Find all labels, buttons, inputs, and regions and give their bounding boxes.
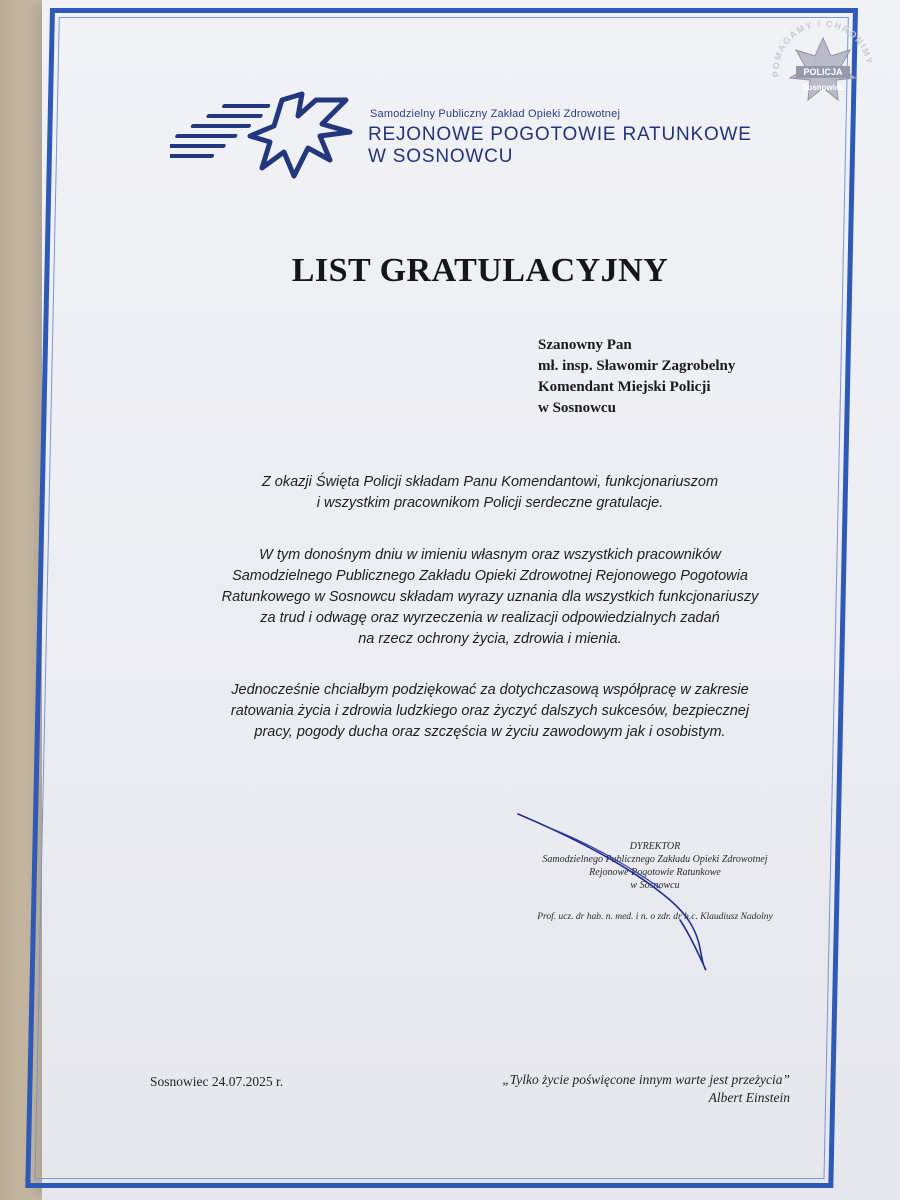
paragraph-line: i wszystkim pracownikom Policji serdeczne gratulacje. [316,495,664,511]
paragraph-line: za trud i odwagę oraz wyrzeczenia w realizacji odpowiedzialnych zadań [260,610,720,626]
addressee-line: Szanowny Pan [538,337,632,353]
badge-city: Sosnowiec [802,83,844,92]
badge-label: POLICJA [803,67,843,77]
police-badge-logo [758,18,888,118]
paragraph-line: na rzecz ochrony życia, zdrowia i mienia. [358,631,622,647]
signatory-line: Samodzielnego Publicznego Zakładu Opieki Zdrowotnej [542,854,768,865]
addressee-line: Komendant Miejski Policji [538,379,711,395]
closing-quote [440,1071,790,1107]
org-name-line: REJONOWE POGOTOWIE RATUNKOWE [368,124,752,145]
badge-arc-text: POMAGAMY I CHRONIMY [770,18,875,78]
paragraph-3 [150,680,830,743]
letter-date: Sosnowiec 24.07.2025 r. [150,1074,284,1089]
paragraph-2 [150,545,830,650]
paragraph-line: Jednocześnie chciałbym podziękować za dotychczasową współpracę w zakresie [231,682,749,698]
org-name [368,124,752,168]
paragraph-line: Samodzielnego Publicznego Zakładu Opieki Zdrowotnej Rejonowego Pogotowia [232,568,748,584]
signatory-title: DYREKTOR [629,841,681,852]
addressee-block [538,335,735,419]
letter-title: LIST GRATULACYJNY [291,252,669,289]
signatory-line: w Sosnowcu [630,880,680,891]
ambulance-star-logo [170,90,360,180]
org-subtitle: Samodzielny Publiczny Zakład Opieki Zdrowotnej [370,108,621,120]
paragraph-line: W tym donośnym dniu w imieniu własnym oraz wszystkich pracowników [259,547,721,563]
paragraph-line: ratowania życia i zdrowia ludzkiego oraz życzyć dalszych sukcesów, bezpiecznej [230,703,750,719]
signatory-line: Rejonowe Pogotowie Ratunkowe [589,867,721,878]
org-name-line: W SOSNOWCU [368,146,514,167]
paragraph-line: Z okazji Święta Policji składam Panu Komendantowi, funkcjonariuszom [261,474,719,490]
paragraph-line: pracy, pogody ducha oraz szczęścia w życiu zawodowym jak i osobistym. [254,724,726,740]
addressee-line: mł. insp. Sławomir Zagrobelny [538,358,736,374]
paragraph-1 [150,472,830,514]
paragraph-line: Ratunkowego w Sosnowcu składam wyrazy uznania dla wszystkich funkcjonariuszy [221,589,759,605]
quote-text: „Tylko życie poświęcone innym warte jest przeżycia” [502,1072,790,1087]
signatory-name: Prof. ucz. dr hab. n. med. i n. o zdr. dr h.c. Klaudiusz Nadolny [537,912,773,922]
quote-author: Albert Einstein [708,1090,790,1105]
addressee-line: w Sosnowcu [538,400,616,416]
handwritten-signature [510,808,740,978]
